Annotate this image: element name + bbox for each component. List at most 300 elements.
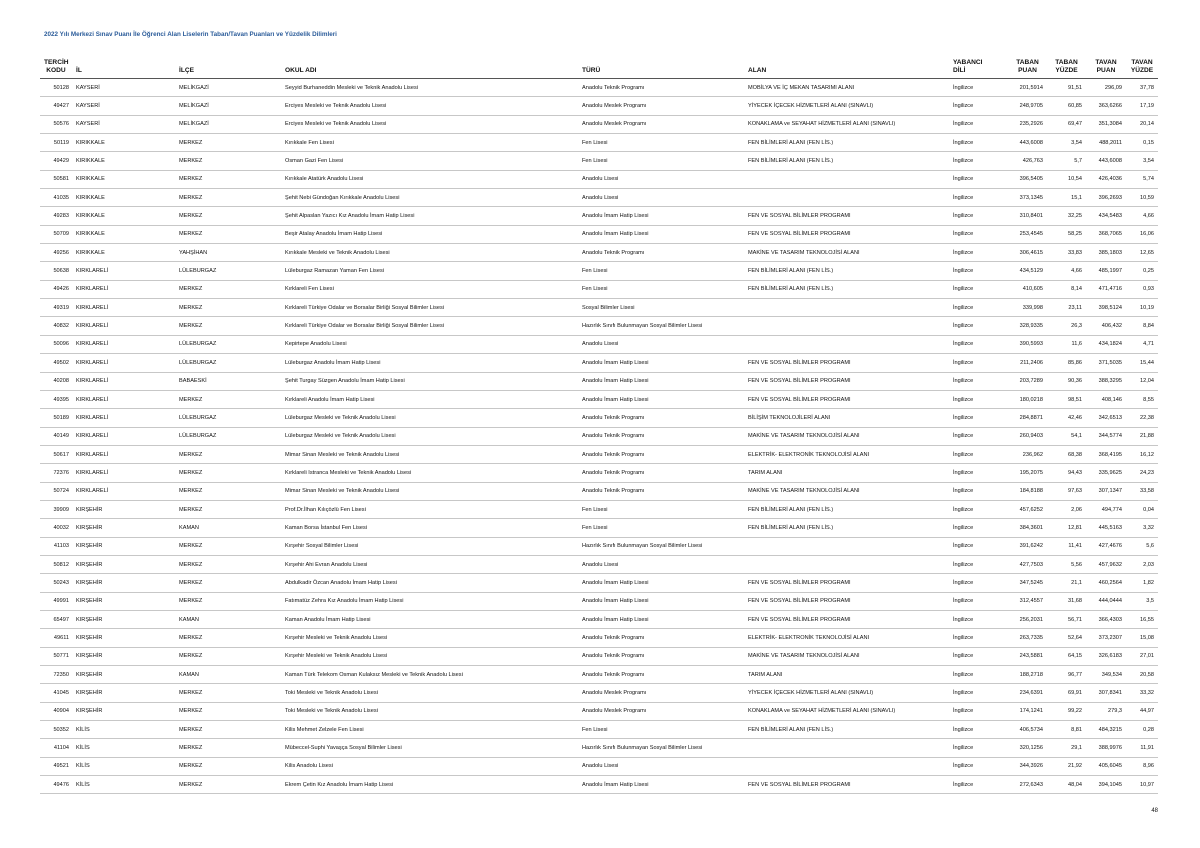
cell-taban-yuzde: 48,04	[1047, 776, 1086, 794]
cell-taban-puan: 390,5993	[1008, 335, 1047, 353]
cell-okul-adi: Kaman Anadolu İmam Hatip Lisesi	[281, 610, 578, 628]
cell-yabanci-dili: İngilizce	[949, 555, 1008, 573]
table-row	[40, 776, 1158, 794]
cell-taban-yuzde: 21,92	[1047, 757, 1086, 775]
cell-il: KIRIKKALE	[72, 244, 175, 262]
cell-alan: FEN VE SOSYAL BİLİMLER PROGRAMI	[744, 354, 949, 372]
cell-ilce: LÜLEBURGAZ	[175, 335, 281, 353]
cell-il: KIRKLARELİ	[72, 445, 175, 463]
cell-il: KIRIKKALE	[72, 225, 175, 243]
cell-okul-adi: Beşir Atalay Anadolu İmam Hatip Lisesi	[281, 225, 578, 243]
table-row	[40, 739, 1158, 757]
cell-tercih-kodu: 49426	[40, 280, 72, 298]
cell-alan: YİYECEK İÇECEK HİZMETLERİ ALANI (SINAVLI)	[744, 97, 949, 115]
cell-yabanci-dili: İngilizce	[949, 207, 1008, 225]
cell-taban-puan: 347,5245	[1008, 574, 1047, 592]
cell-tercih-kodu: 50812	[40, 555, 72, 573]
cell-taban-puan: 234,6391	[1008, 684, 1047, 702]
table-row	[40, 482, 1158, 500]
cell-taban-yuzde: 33,83	[1047, 244, 1086, 262]
cell-il: KIRKLARELİ	[72, 354, 175, 372]
table-row	[40, 537, 1158, 555]
cell-tavan-yuzde: 8,84	[1126, 317, 1158, 335]
cell-tavan-yuzde: 20,58	[1126, 666, 1158, 684]
cell-ilce: MERKEZ	[175, 647, 281, 665]
cell-tavan-yuzde: 4,71	[1126, 335, 1158, 353]
table-row	[40, 354, 1158, 372]
cell-taban-puan: 174,1241	[1008, 702, 1047, 720]
cell-yabanci-dili: İngilizce	[949, 666, 1008, 684]
cell-tavan-yuzde: 22,38	[1126, 409, 1158, 427]
cell-alan: MAKİNE VE TASARIM TEKNOLOJİSİ ALANI	[744, 244, 949, 262]
cell-taban-yuzde: 5,7	[1047, 152, 1086, 170]
cell-turu: Anadolu İmam Hatip Lisesi	[578, 574, 744, 592]
table-row	[40, 647, 1158, 665]
cell-ilce: MERKEZ	[175, 592, 281, 610]
cell-yabanci-dili: İngilizce	[949, 189, 1008, 207]
table-row	[40, 721, 1158, 739]
cell-okul-adi: Erciyes Mesleki ve Teknik Anadolu Lisesi	[281, 97, 578, 115]
cell-tavan-yuzde: 4,66	[1126, 207, 1158, 225]
cell-il: KIRKLARELİ	[72, 299, 175, 317]
cell-il: KIRIKKALE	[72, 170, 175, 188]
cell-il: KIRŞEHİR	[72, 519, 175, 537]
cell-turu: Anadolu Teknik Programı	[578, 445, 744, 463]
table-row	[40, 666, 1158, 684]
cell-tavan-yuzde: 11,91	[1126, 739, 1158, 757]
table-row	[40, 97, 1158, 115]
cell-alan: BİLİŞİM TEKNOLOJİLERİ ALANI	[744, 409, 949, 427]
cell-okul-adi: Toki Mesleki ve Teknik Anadolu Lisesi	[281, 702, 578, 720]
cell-taban-yuzde: 91,51	[1047, 79, 1086, 97]
cell-alan: FEN BİLİMLERİ ALANI (FEN LİS.)	[744, 152, 949, 170]
cell-taban-puan: 373,1345	[1008, 189, 1047, 207]
cell-turu: Anadolu Meslek Programı	[578, 115, 744, 133]
cell-turu: Fen Lisesi	[578, 152, 744, 170]
cell-yabanci-dili: İngilizce	[949, 647, 1008, 665]
cell-okul-adi: Erciyes Mesleki ve Teknik Anadolu Lisesi	[281, 115, 578, 133]
cell-tavan-puan: 485,1997	[1086, 262, 1126, 280]
cell-yabanci-dili: İngilizce	[949, 354, 1008, 372]
cell-ilce: MERKEZ	[175, 189, 281, 207]
cell-taban-puan: 344,3926	[1008, 757, 1047, 775]
cell-tavan-puan: 426,4036	[1086, 170, 1126, 188]
cell-tavan-puan: 335,9625	[1086, 464, 1126, 482]
cell-tercih-kodu: 49991	[40, 592, 72, 610]
cell-yabanci-dili: İngilizce	[949, 280, 1008, 298]
cell-tercih-kodu: 40904	[40, 702, 72, 720]
cell-tavan-yuzde: 8,55	[1126, 390, 1158, 408]
cell-tercih-kodu: 50617	[40, 445, 72, 463]
cell-taban-puan: 260,9403	[1008, 427, 1047, 445]
col-header-tavan-puan: TAVAN PUAN	[1086, 54, 1126, 79]
table-row	[40, 427, 1158, 445]
cell-ilce: MERKEZ	[175, 152, 281, 170]
cell-yabanci-dili: İngilizce	[949, 170, 1008, 188]
cell-ilce: MERKEZ	[175, 721, 281, 739]
cell-tercih-kodu: 49429	[40, 152, 72, 170]
cell-tavan-yuzde: 0,04	[1126, 500, 1158, 518]
cell-yabanci-dili: İngilizce	[949, 629, 1008, 647]
cell-alan: FEN BİLİMLERİ ALANI (FEN LİS.)	[744, 134, 949, 152]
cell-tavan-yuzde: 21,88	[1126, 427, 1158, 445]
cell-taban-puan: 396,5405	[1008, 170, 1047, 188]
cell-tavan-yuzde: 3,32	[1126, 519, 1158, 537]
cell-tavan-puan: 342,6513	[1086, 409, 1126, 427]
cell-turu: Anadolu İmam Hatip Lisesi	[578, 610, 744, 628]
cell-tavan-yuzde: 16,55	[1126, 610, 1158, 628]
cell-taban-puan: 427,7503	[1008, 555, 1047, 573]
cell-alan	[744, 555, 949, 573]
cell-taban-yuzde: 98,51	[1047, 390, 1086, 408]
cell-alan: FEN VE SOSYAL BİLİMLER PROGRAMI	[744, 207, 949, 225]
cell-taban-puan: 310,8401	[1008, 207, 1047, 225]
cell-tavan-yuzde: 20,14	[1126, 115, 1158, 133]
cell-turu: Hazırlık Sınıfı Bulunmayan Sosyal Bilimler Lisesi	[578, 317, 744, 335]
cell-tavan-puan: 484,3215	[1086, 721, 1126, 739]
cell-ilce: MERKEZ	[175, 574, 281, 592]
cell-il: KIRIKKALE	[72, 134, 175, 152]
cell-tavan-puan: 368,7065	[1086, 225, 1126, 243]
cell-il: KIRŞEHİR	[72, 666, 175, 684]
cell-turu: Anadolu Meslek Programı	[578, 684, 744, 702]
cell-alan: MAKİNE VE TASARIM TEKNOLOJİSİ ALANI	[744, 647, 949, 665]
cell-turu: Anadolu İmam Hatip Lisesi	[578, 207, 744, 225]
cell-turu: Anadolu Teknik Programı	[578, 647, 744, 665]
col-header-kod: TERCİH KODU	[40, 54, 72, 79]
cell-il: KIRŞEHİR	[72, 537, 175, 555]
cell-tavan-puan: 344,5774	[1086, 427, 1126, 445]
cell-tercih-kodu: 40032	[40, 519, 72, 537]
table-row	[40, 79, 1158, 97]
cell-tavan-yuzde: 10,97	[1126, 776, 1158, 794]
cell-tavan-puan: 444,0444	[1086, 592, 1126, 610]
cell-tercih-kodu: 65497	[40, 610, 72, 628]
cell-tavan-yuzde: 37,78	[1126, 79, 1158, 97]
cell-il: KIRKLARELİ	[72, 335, 175, 353]
cell-taban-puan: 201,5914	[1008, 79, 1047, 97]
cell-turu: Anadolu Lisesi	[578, 170, 744, 188]
cell-tercih-kodu: 49283	[40, 207, 72, 225]
table-row	[40, 170, 1158, 188]
cell-alan: FEN BİLİMLERİ ALANI (FEN LİS.)	[744, 519, 949, 537]
cell-tavan-puan: 368,4195	[1086, 445, 1126, 463]
table-row	[40, 299, 1158, 317]
cell-tercih-kodu: 40149	[40, 427, 72, 445]
cell-ilce: MERKEZ	[175, 757, 281, 775]
cell-tavan-puan: 494,774	[1086, 500, 1126, 518]
cell-tavan-puan: 434,1824	[1086, 335, 1126, 353]
table-row	[40, 189, 1158, 207]
cell-taban-yuzde: 26,3	[1047, 317, 1086, 335]
cell-okul-adi: Kilis Mehmet Zelzele Fen Lisesi	[281, 721, 578, 739]
cell-yabanci-dili: İngilizce	[949, 702, 1008, 720]
cell-tercih-kodu: 40832	[40, 317, 72, 335]
cell-ilce: MELİKGAZİ	[175, 79, 281, 97]
col-header-turu: TÜRÜ	[578, 54, 744, 79]
cell-tavan-puan: 460,2564	[1086, 574, 1126, 592]
cell-alan	[744, 335, 949, 353]
cell-okul-adi: Mimar Sinan Mesleki ve Teknik Anadolu Lisesi	[281, 482, 578, 500]
cell-okul-adi: Mimar Sinan Mesleki ve Teknik Anadolu Lisesi	[281, 445, 578, 463]
cell-tavan-puan: 366,4303	[1086, 610, 1126, 628]
cell-il: KIRIKKALE	[72, 207, 175, 225]
cell-tercih-kodu: 72350	[40, 666, 72, 684]
cell-okul-adi: Ekrem Çetin Kız Anadolu İmam Hatip Lisesi	[281, 776, 578, 794]
cell-yabanci-dili: İngilizce	[949, 335, 1008, 353]
cell-ilce: MERKEZ	[175, 225, 281, 243]
cell-turu: Anadolu Teknik Programı	[578, 629, 744, 647]
cell-il: KİLİS	[72, 739, 175, 757]
cell-ilce: MERKEZ	[175, 170, 281, 188]
cell-tavan-puan: 405,6045	[1086, 757, 1126, 775]
cell-taban-yuzde: 54,1	[1047, 427, 1086, 445]
cell-il: KİLİS	[72, 757, 175, 775]
cell-ilce: KAMAN	[175, 519, 281, 537]
cell-taban-puan: 410,605	[1008, 280, 1047, 298]
cell-turu: Anadolu İmam Hatip Lisesi	[578, 225, 744, 243]
cell-alan: FEN VE SOSYAL BİLİMLER PROGRAMI	[744, 592, 949, 610]
cell-tavan-puan: 296,09	[1086, 79, 1126, 97]
cell-taban-puan: 312,4557	[1008, 592, 1047, 610]
cell-tavan-puan: 488,2011	[1086, 134, 1126, 152]
cell-taban-puan: 195,2075	[1008, 464, 1047, 482]
cell-il: KIRŞEHİR	[72, 610, 175, 628]
cell-tavan-puan: 385,1803	[1086, 244, 1126, 262]
cell-tercih-kodu: 49521	[40, 757, 72, 775]
cell-tercih-kodu: 50128	[40, 79, 72, 97]
cell-turu: Sosyal Bilimler Lisesi	[578, 299, 744, 317]
cell-okul-adi: Kırıkkale Fen Lisesi	[281, 134, 578, 152]
cell-taban-puan: 443,6008	[1008, 134, 1047, 152]
cell-okul-adi: Şehit Alpaslan Yazıcı Kız Anadolu İmam Hatip Lisesi	[281, 207, 578, 225]
cell-tavan-yuzde: 1,82	[1126, 574, 1158, 592]
table-row	[40, 702, 1158, 720]
cell-tercih-kodu: 72376	[40, 464, 72, 482]
cell-alan	[744, 537, 949, 555]
cell-tavan-yuzde: 5,74	[1126, 170, 1158, 188]
cell-ilce: MERKEZ	[175, 629, 281, 647]
cell-turu: Anadolu Teknik Programı	[578, 666, 744, 684]
cell-turu: Anadolu Lisesi	[578, 335, 744, 353]
cell-tavan-puan: 394,1045	[1086, 776, 1126, 794]
cell-yabanci-dili: İngilizce	[949, 134, 1008, 152]
col-header-alan: ALAN	[744, 54, 949, 79]
table-row	[40, 390, 1158, 408]
cell-turu: Anadolu İmam Hatip Lisesi	[578, 372, 744, 390]
cell-yabanci-dili: İngilizce	[949, 776, 1008, 794]
cell-tavan-yuzde: 27,01	[1126, 647, 1158, 665]
cell-okul-adi: Kırşehir Sosyal Bilimler Lisesi	[281, 537, 578, 555]
table-row	[40, 610, 1158, 628]
cell-ilce: MERKEZ	[175, 482, 281, 500]
cell-taban-yuzde: 8,14	[1047, 280, 1086, 298]
cell-turu: Anadolu Teknik Programı	[578, 244, 744, 262]
cell-yabanci-dili: İngilizce	[949, 445, 1008, 463]
cell-tavan-yuzde: 2,03	[1126, 555, 1158, 573]
col-header-dil: YABANCI DİLİ	[949, 54, 1008, 79]
cell-taban-puan: 236,962	[1008, 445, 1047, 463]
cell-okul-adi: Şehit Turgay Süzgen Anadolu İmam Hatip Lisesi	[281, 372, 578, 390]
cell-taban-puan: 306,4615	[1008, 244, 1047, 262]
cell-tavan-puan: 445,5163	[1086, 519, 1126, 537]
cell-taban-puan: 426,763	[1008, 152, 1047, 170]
cell-tercih-kodu: 50576	[40, 115, 72, 133]
cell-ilce: MELİKGAZİ	[175, 97, 281, 115]
cell-taban-puan: 184,8188	[1008, 482, 1047, 500]
cell-il: KIRKLARELİ	[72, 464, 175, 482]
cell-taban-puan: 406,5734	[1008, 721, 1047, 739]
cell-tavan-yuzde: 12,65	[1126, 244, 1158, 262]
cell-tavan-puan: 363,6266	[1086, 97, 1126, 115]
cell-yabanci-dili: İngilizce	[949, 739, 1008, 757]
table-row	[40, 372, 1158, 390]
col-header-okul: OKUL ADI	[281, 54, 578, 79]
cell-turu: Anadolu Teknik Programı	[578, 79, 744, 97]
cell-okul-adi: Kırıkkale Mesleki ve Teknik Anadolu Lisesi	[281, 244, 578, 262]
cell-il: KIRŞEHİR	[72, 500, 175, 518]
cell-yabanci-dili: İngilizce	[949, 519, 1008, 537]
cell-alan: FEN VE SOSYAL BİLİMLER PROGRAMI	[744, 574, 949, 592]
cell-taban-yuzde: 8,81	[1047, 721, 1086, 739]
cell-yabanci-dili: İngilizce	[949, 152, 1008, 170]
cell-ilce: MERKEZ	[175, 555, 281, 573]
cell-okul-adi: Lüleburgaz Anadolu İmam Hatip Lisesi	[281, 354, 578, 372]
cell-il: KIRŞEHİR	[72, 574, 175, 592]
cell-il: KIRŞEHİR	[72, 684, 175, 702]
cell-okul-adi: Lüleburgaz Mesleki ve Teknik Anadolu Lisesi	[281, 409, 578, 427]
cell-ilce: LÜLEBURGAZ	[175, 262, 281, 280]
cell-alan	[744, 299, 949, 317]
cell-tavan-puan: 388,9976	[1086, 739, 1126, 757]
cell-tavan-yuzde: 12,04	[1126, 372, 1158, 390]
cell-okul-adi: Kırklareli Anadolu İmam Hatip Lisesi	[281, 390, 578, 408]
cell-alan: FEN BİLİMLERİ ALANI (FEN LİS.)	[744, 280, 949, 298]
table-row	[40, 152, 1158, 170]
cell-ilce: MERKEZ	[175, 776, 281, 794]
cell-okul-adi: Lüleburgaz Mesleki ve Teknik Anadolu Lisesi	[281, 427, 578, 445]
cell-taban-yuzde: 4,66	[1047, 262, 1086, 280]
cell-turu: Anadolu Teknik Programı	[578, 482, 744, 500]
cell-alan: MAKİNE VE TASARIM TEKNOLOJİSİ ALANI	[744, 427, 949, 445]
cell-taban-puan: 391,6242	[1008, 537, 1047, 555]
cell-il: KIRKLARELİ	[72, 372, 175, 390]
cell-tercih-kodu: 49476	[40, 776, 72, 794]
cell-alan: TARIM ALANI	[744, 464, 949, 482]
cell-alan: FEN VE SOSYAL BİLİMLER PROGRAMI	[744, 776, 949, 794]
cell-il: KAYSERİ	[72, 79, 175, 97]
cell-tercih-kodu: 40208	[40, 372, 72, 390]
cell-alan	[744, 170, 949, 188]
cell-turu: Fen Lisesi	[578, 500, 744, 518]
cell-tavan-puan: 373,2307	[1086, 629, 1126, 647]
cell-yabanci-dili: İngilizce	[949, 299, 1008, 317]
cell-okul-adi: Kırşehir Mesleki ve Teknik Anadolu Lisesi	[281, 629, 578, 647]
cell-tercih-kodu: 50119	[40, 134, 72, 152]
cell-okul-adi: Şehit Nebi Gündoğan Kırıkkale Anadolu Lisesi	[281, 189, 578, 207]
cell-tercih-kodu: 49319	[40, 299, 72, 317]
cell-turu: Fen Lisesi	[578, 519, 744, 537]
table-row	[40, 317, 1158, 335]
header-row	[40, 54, 1158, 79]
cell-ilce: MERKEZ	[175, 702, 281, 720]
cell-taban-puan: 211,2406	[1008, 354, 1047, 372]
cell-taban-puan: 256,2031	[1008, 610, 1047, 628]
cell-taban-yuzde: 85,86	[1047, 354, 1086, 372]
cell-yabanci-dili: İngilizce	[949, 684, 1008, 702]
cell-yabanci-dili: İngilizce	[949, 390, 1008, 408]
cell-tercih-kodu: 50189	[40, 409, 72, 427]
col-header-taban-yuzde: TABAN YÜZDE	[1047, 54, 1086, 79]
cell-tavan-puan: 434,5483	[1086, 207, 1126, 225]
cell-ilce: KAMAN	[175, 666, 281, 684]
cell-il: KIRŞEHİR	[72, 592, 175, 610]
table-row	[40, 207, 1158, 225]
cell-turu: Anadolu İmam Hatip Lisesi	[578, 592, 744, 610]
cell-il: KIRKLARELİ	[72, 427, 175, 445]
cell-taban-yuzde: 60,85	[1047, 97, 1086, 115]
cell-tavan-puan: 326,6183	[1086, 647, 1126, 665]
cell-ilce: LÜLEBURGAZ	[175, 354, 281, 372]
cell-taban-yuzde: 29,1	[1047, 739, 1086, 757]
cell-turu: Anadolu Lisesi	[578, 189, 744, 207]
cell-il: KIRKLARELİ	[72, 317, 175, 335]
cell-okul-adi: Kırklareli Türkiye Odalar ve Borsalar Birliği Sosyal Bilimler Lisesi	[281, 317, 578, 335]
cell-taban-puan: 272,6343	[1008, 776, 1047, 794]
cell-tercih-kodu: 49611	[40, 629, 72, 647]
cell-ilce: MERKEZ	[175, 684, 281, 702]
table-row	[40, 335, 1158, 353]
cell-okul-adi: Prof.Dr.İlhan Kılıçözlü Fen Lisesi	[281, 500, 578, 518]
cell-il: KİLİS	[72, 721, 175, 739]
table-row	[40, 464, 1158, 482]
table-row	[40, 592, 1158, 610]
cell-turu: Anadolu Teknik Programı	[578, 464, 744, 482]
cell-il: KIRŞEHİR	[72, 629, 175, 647]
cell-tavan-puan: 427,4676	[1086, 537, 1126, 555]
cell-tavan-puan: 398,5124	[1086, 299, 1126, 317]
cell-okul-adi: Kırşehir Ahi Evran Anadolu Lisesi	[281, 555, 578, 573]
cell-ilce: LÜLEBURGAZ	[175, 427, 281, 445]
cell-turu: Hazırlık Sınıfı Bulunmayan Sosyal Bilimler Lisesi	[578, 739, 744, 757]
cell-turu: Anadolu İmam Hatip Lisesi	[578, 390, 744, 408]
cell-yabanci-dili: İngilizce	[949, 409, 1008, 427]
cell-taban-puan: 235,2926	[1008, 115, 1047, 133]
cell-taban-puan: 328,9335	[1008, 317, 1047, 335]
cell-tavan-yuzde: 33,58	[1126, 482, 1158, 500]
cell-tercih-kodu: 49502	[40, 354, 72, 372]
cell-tavan-yuzde: 5,6	[1126, 537, 1158, 555]
cell-alan: FEN VE SOSYAL BİLİMLER PROGRAMI	[744, 225, 949, 243]
cell-okul-adi: Kilis Anadolu Lisesi	[281, 757, 578, 775]
cell-okul-adi: Kırşehir Mesleki ve Teknik Anadolu Lisesi	[281, 647, 578, 665]
cell-tavan-puan: 408,146	[1086, 390, 1126, 408]
cell-yabanci-dili: İngilizce	[949, 262, 1008, 280]
cell-turu: Fen Lisesi	[578, 721, 744, 739]
cell-tavan-yuzde: 10,19	[1126, 299, 1158, 317]
cell-tavan-yuzde: 15,08	[1126, 629, 1158, 647]
cell-tavan-puan: 351,3084	[1086, 115, 1126, 133]
cell-tercih-kodu: 50709	[40, 225, 72, 243]
cell-taban-yuzde: 96,77	[1047, 666, 1086, 684]
cell-ilce: MERKEZ	[175, 207, 281, 225]
cell-ilce: MELİKGAZİ	[175, 115, 281, 133]
col-header-il: İL	[72, 54, 175, 79]
cell-alan: KONAKLAMA ve SEYAHAT HİZMETLERİ ALANI (SINAVLI)	[744, 115, 949, 133]
cell-tercih-kodu: 49395	[40, 390, 72, 408]
cell-taban-yuzde: 97,63	[1047, 482, 1086, 500]
cell-tavan-puan: 471,4716	[1086, 280, 1126, 298]
